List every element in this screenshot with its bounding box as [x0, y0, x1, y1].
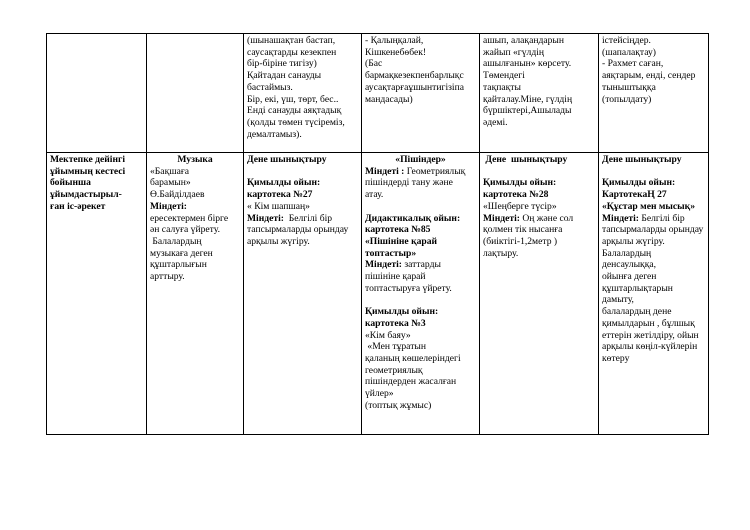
cell-text-line: геометриялық	[365, 364, 423, 376]
cell-text-line: Кішкенебөбек!	[365, 46, 427, 58]
cell-text-line: (Бас	[365, 58, 383, 70]
cell-text-line: Музыка	[177, 154, 213, 165]
cell-text-line: аяқтарым, енді, сендер	[602, 70, 696, 82]
cell-text-line: саусақтарды кезекпен	[247, 46, 337, 58]
spacer	[247, 166, 358, 178]
cell-text-line: (шынашақтан бастап,	[247, 35, 336, 46]
cell-text-line: Енді санауды аяқтадық	[247, 105, 342, 117]
cell-text-line: мандасады)	[365, 93, 413, 105]
cell-text-line: ұйымның кестесі	[50, 165, 126, 177]
label-text: Белгілі бір	[638, 212, 685, 224]
cell-text-line: арқылы жүгіру.	[602, 235, 665, 247]
cell-text-line: көтеру	[602, 352, 630, 364]
cell-text-line: қимылдарын , бұлшық	[602, 317, 695, 329]
schedule-table	[46, 33, 709, 435]
cell-text-line: тапсырмаларды орындау	[247, 224, 349, 236]
cell-text-line: әдемі.	[483, 116, 508, 128]
cell-text-line: (шапалақтау)	[602, 46, 656, 58]
cell-text-line: демалтамыз).	[247, 128, 302, 140]
row2-music-cell	[147, 153, 244, 435]
cell-text-line: «Құстар мен мысық»	[602, 200, 695, 212]
spacer	[602, 166, 705, 178]
bold-label: Міндеті:	[602, 212, 639, 224]
cell-text-line	[365, 259, 476, 271]
bold-label: Міндеті:	[247, 212, 284, 224]
row1-col5	[480, 34, 599, 153]
cell-text-line: Қимылды ойын:	[602, 177, 676, 189]
row2-shapes-cell	[362, 153, 480, 435]
cell-text-line: Төмендегі	[483, 70, 525, 82]
cell-text-line: барамын»	[150, 177, 191, 189]
bold-label: Міндеті:	[365, 259, 402, 271]
cell-text-line: ән салуға үйрету.	[150, 224, 220, 236]
cell-text-line: ған іс-әрекет	[50, 200, 106, 212]
row1-col2	[147, 34, 244, 153]
table-row	[47, 153, 709, 435]
table-row	[47, 34, 709, 153]
cell-text-line: қайталау.Міне, гүлдің	[483, 93, 573, 105]
cell-text-line: топтастыр»	[365, 247, 417, 259]
cell-text-line: - Рахмет саған,	[602, 58, 664, 70]
cell-text-line: музыкаға деген	[150, 247, 213, 259]
cell-text-line: Қимылды ойын:	[247, 177, 321, 189]
label-text: заттарды	[401, 259, 441, 271]
label-text: Белгілі бір	[283, 212, 333, 224]
cell-text-line: «Бақшаға	[150, 165, 190, 177]
cell-text-line: Қимылды ойын:	[365, 306, 439, 318]
cell-text-line: арттыру.	[150, 271, 185, 283]
cell-text-line: топтастыруға үйрету.	[365, 282, 452, 294]
label-text: Оң және сол	[519, 212, 574, 224]
cell-text-line: құштарлықтарын дамыту,	[602, 282, 676, 306]
cell-text-line: « Кім шапшаң»	[247, 200, 310, 212]
row1-col6	[599, 34, 709, 153]
cell-text-line: Міндеті:	[150, 200, 187, 212]
row1-col4	[362, 34, 480, 153]
cell-text-line: бармақкезекпенбарлықс	[365, 70, 464, 82]
row2-pe-cell-1	[244, 153, 362, 435]
cell-text-line: Мектепке дейінгі	[50, 154, 126, 165]
cell-text-line: пішіндерден жасалған	[365, 376, 457, 388]
row1-col3	[244, 34, 362, 153]
cell-text-line: Дидактикалық ойын:	[365, 212, 461, 224]
row2-section-label	[47, 153, 147, 435]
cell-text-line: ашып, алақандарын	[483, 35, 564, 46]
spacer	[483, 166, 595, 178]
bold-label: Міндеті:	[483, 212, 520, 224]
cell-text-line: арқылы көңіл-күйлерін	[602, 341, 698, 353]
cell-text-line: Бір, екі, үш, төрт, бес..	[247, 93, 339, 105]
cell-text-line	[247, 213, 358, 225]
cell-text-line: балалардың дене	[602, 306, 672, 318]
cell-text-line: аусақтарғаұшынтигізіпа	[365, 81, 464, 93]
cell-text-line: Дене шынықтыру	[247, 154, 327, 165]
cell-text-line: бойынша	[50, 177, 91, 189]
cell-text-line: қаланың көшелеріндегі	[365, 352, 461, 364]
cell-text-line: «Шеңберге түсір»	[483, 200, 557, 212]
cell-text-line: тапсырмаларды орындау	[602, 224, 704, 236]
spacer	[365, 294, 476, 306]
cell-text-line: істейсіңдер.	[602, 35, 651, 46]
cell-text-line: (биіктігі-1,2метр )	[483, 235, 558, 247]
cell-text-line: КартотекаҢ 27	[602, 189, 667, 201]
cell-text-line: Қимылды ойын:	[483, 177, 557, 189]
cell-text-line: «Мен тұратын	[365, 341, 426, 353]
cell-text-line: Дене шынықтыру	[602, 154, 682, 165]
cell-text-line: «Кім баяу»	[365, 329, 411, 341]
cell-text-line: ойынға деген	[602, 271, 657, 283]
cell-text-line: бір-біріне тигізу)	[247, 58, 317, 70]
cell-text-line: ашылғанын» көрсету.	[483, 58, 572, 70]
cell-text-line: еттерін жетілдіру, ойын	[602, 329, 699, 341]
cell-text-line: пішіндерді тану және	[365, 177, 453, 189]
label-text: Геометриялық	[404, 165, 466, 177]
cell-text-line: (қолды төмен түсіреміз,	[247, 116, 345, 128]
cell-text-line	[483, 213, 595, 225]
cell-text-line: - Қалыңқалай,	[365, 35, 424, 46]
cell-text-line	[602, 213, 705, 225]
cell-text-line: Ө.Байділдаев	[150, 189, 205, 201]
cell-text-line: тыныштыққа	[602, 81, 656, 93]
bold-label: Міндеті :	[365, 165, 405, 177]
cell-text-line: Балалардың денсаулыққа,	[602, 247, 657, 271]
cell-text-line: «Пішіндер»	[395, 154, 446, 165]
cell-text-line: жайып «гүлдің	[483, 46, 544, 58]
cell-text-line: Дене шынықтыру	[483, 154, 568, 165]
cell-text-line: Қайтадан санауды	[247, 70, 322, 82]
row2-pe-cell-2	[480, 153, 599, 435]
cell-text-line: картотека №3	[365, 317, 426, 329]
cell-text-line: картотека №27	[247, 189, 313, 201]
cell-text-line: ересектермен бірге	[150, 212, 229, 224]
cell-text-line: «Пішініне қарай	[365, 235, 438, 247]
cell-text-line: пішініне қарай	[365, 271, 426, 283]
cell-text-line: (топылдату)	[602, 93, 652, 105]
cell-text-line: бүршіктері,Ашылады	[483, 105, 572, 117]
cell-text-line: үйлер»	[365, 388, 394, 400]
cell-text-line: атау.	[365, 189, 384, 201]
row1-col1	[47, 34, 147, 153]
cell-text-line: құштарлығын	[150, 259, 207, 271]
cell-text-line: картотека №28	[483, 189, 549, 201]
cell-text-line: лақтыру.	[483, 247, 519, 259]
cell-text-line: арқылы жүгіру.	[247, 235, 310, 247]
cell-text-line: бастаймыз.	[247, 81, 293, 93]
cell-text-line: қолмен тік нысанға	[483, 224, 563, 236]
cell-text-line: Балалардың	[150, 235, 202, 247]
cell-text-line: картотека №85	[365, 224, 431, 236]
cell-text-line: ұйымдастырыл-	[50, 189, 122, 201]
cell-text-line	[365, 166, 476, 178]
spacer	[365, 201, 476, 213]
cell-text-line: (топтық жұмыс)	[365, 399, 432, 411]
cell-text-line: тақпақты	[483, 81, 521, 93]
row2-pe-cell-3	[599, 153, 709, 435]
